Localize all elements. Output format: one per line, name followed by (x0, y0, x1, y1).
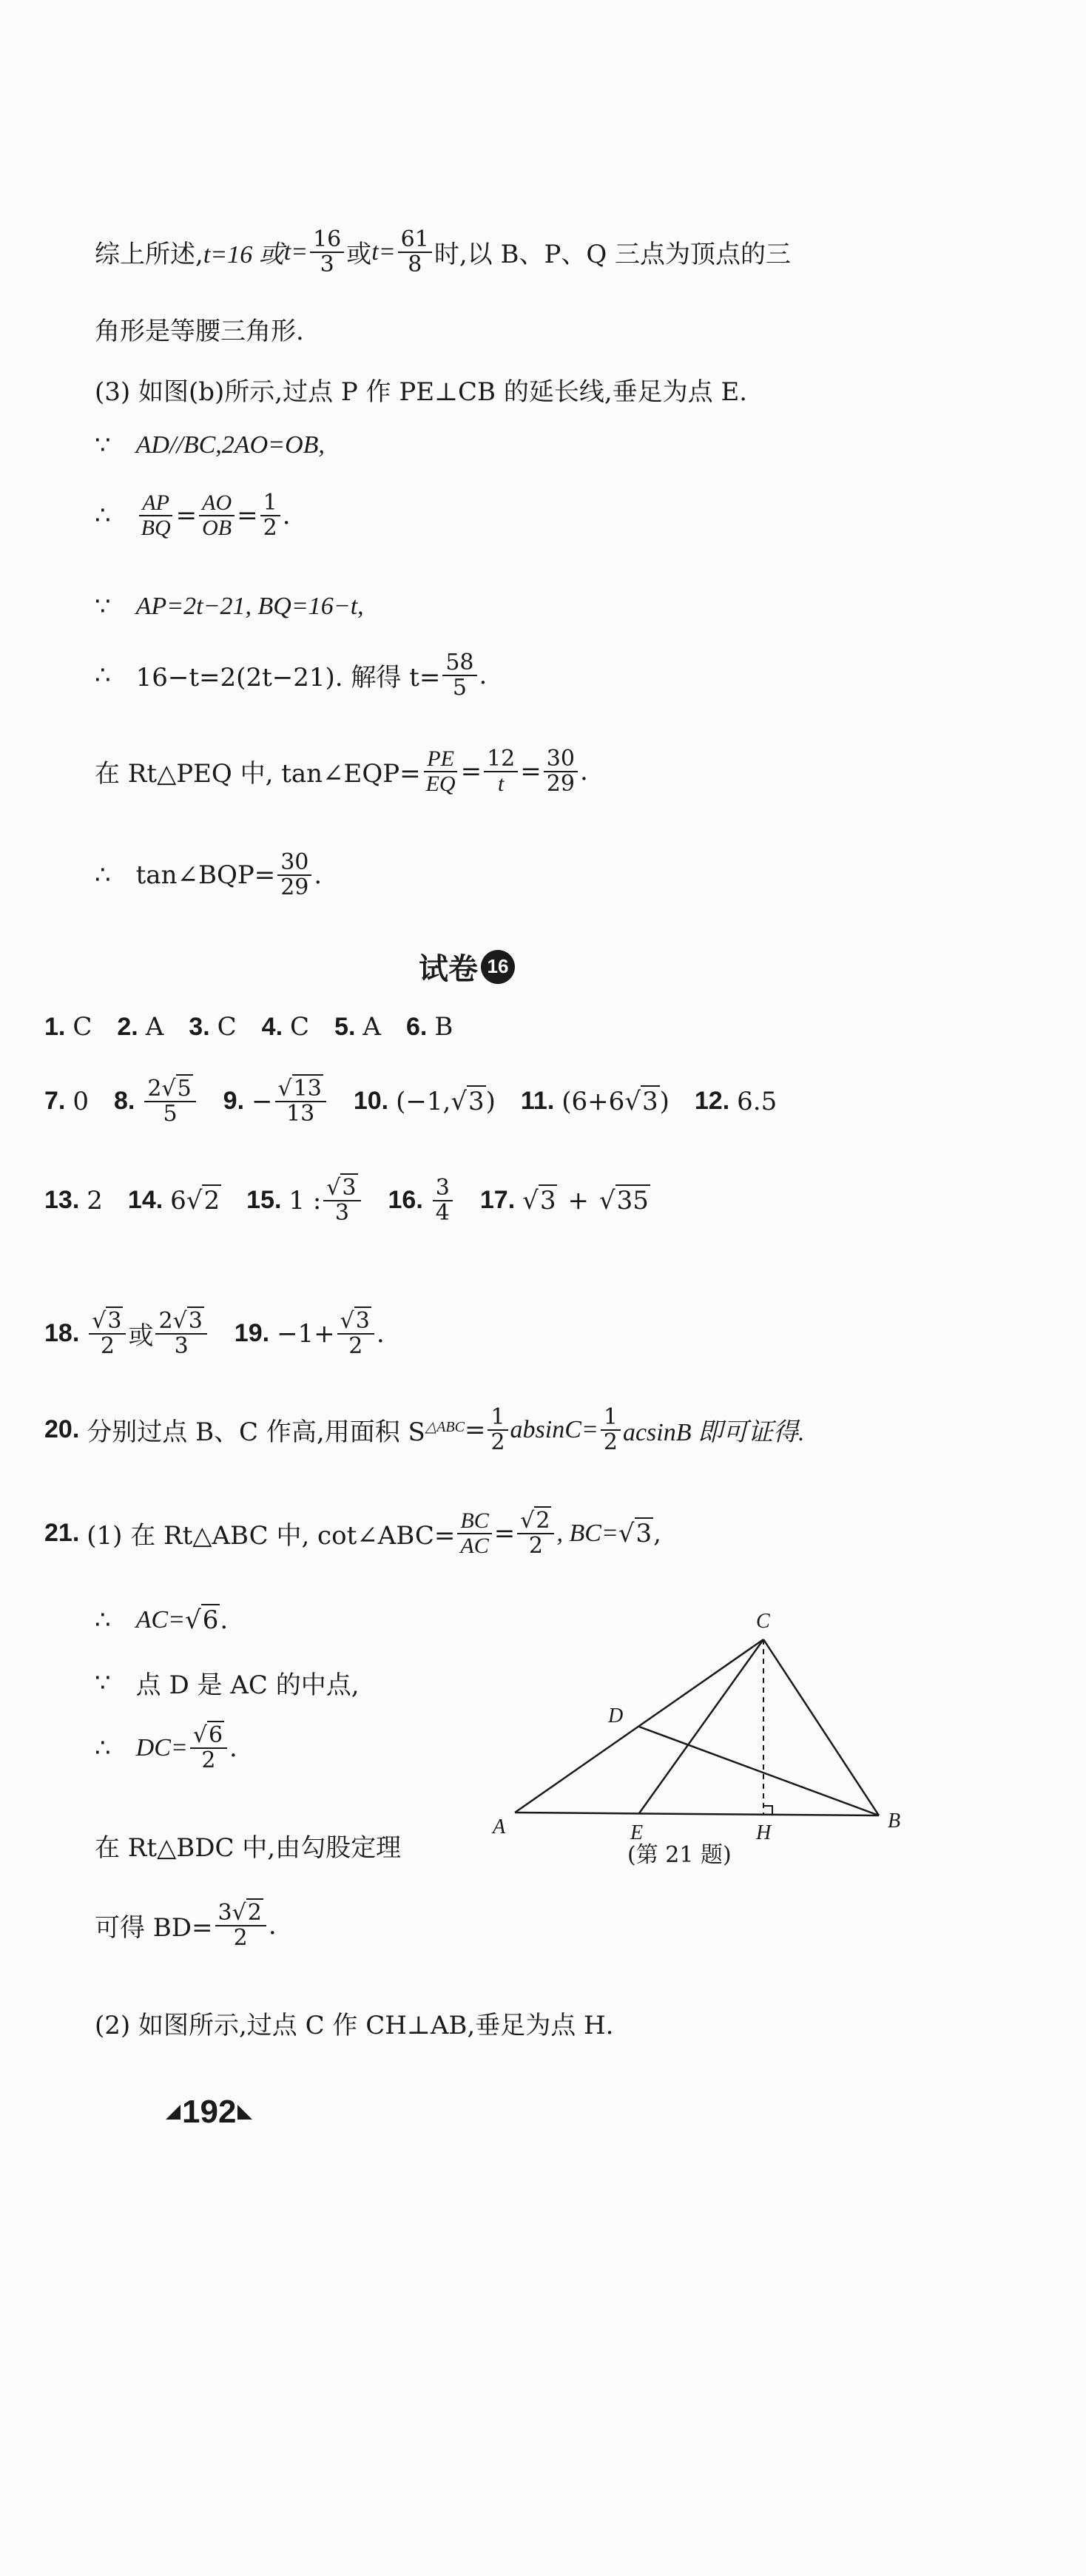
fraction: $\frac{1}{2}$ (601, 1406, 621, 1454)
fraction: $\frac{2√5}{5}$ (144, 1077, 195, 1125)
fraction: $\frac{30}{29}$ (544, 747, 578, 795)
figure-caption: (第 21 题) (627, 1842, 732, 1868)
fraction: $\frac{√2}{2}$ (517, 1509, 554, 1557)
fraction: $\frac{√3}{2}$ (337, 1309, 374, 1358)
fraction: $\frac{1}{2}$ (488, 1406, 507, 1454)
therefore-line-2: ∴ 16−t=2(2t−21). 解得 t= $\frac{58}{5}$ . (95, 650, 488, 701)
answers-row-3: 13. 2 14. 6 √2 15. 1 : $\frac{√3}{3}$ 16. $\frac{3}{4}$ 17. √3 + √35 (44, 1175, 649, 1226)
q21-line-7: (2) 如图所示,过点 C 作 CH⊥AB,垂足为点 H. (95, 2011, 614, 2040)
fraction: $\frac{16}{3}$ (310, 228, 344, 276)
because-line-1: ∵ AD//BC,2AO=OB, (95, 431, 325, 460)
q21-line-1: 21. (1) 在 Rt△ABC 中, cot∠ABC= $\frac{BC}{AC}$ = $\frac{√2}{2}$ , BC= √3 , (44, 1508, 661, 1559)
fraction: $\frac{3√2}{2}$ (215, 1901, 266, 1949)
fraction: $\frac{58}{5}$ (442, 651, 476, 699)
fraction: $\frac{BC}{AC}$ (457, 1509, 491, 1557)
segment-CE (639, 1639, 763, 1813)
therefore-line-1: ∴ $\frac{AP}{BQ}$ = $\frac{AO}{OB}$ = $\frac{1}{2}$ . (95, 490, 291, 541)
fraction: $\frac{12}{t}$ (484, 747, 518, 795)
fraction: $\frac{3}{4}$ (433, 1176, 453, 1224)
answers-row-4: 18. $\frac{√3}{2}$ 或 $\frac{2√3}{3}$ 19. −1+ $\frac{√3}{2}$ . (44, 1308, 385, 1359)
segment-AC (515, 1639, 763, 1813)
fraction: $\frac{√3}{2}$ (89, 1309, 126, 1358)
q21-line-2: ∴ AC= √6 . (95, 1605, 229, 1635)
segment-AB (515, 1813, 879, 1815)
summary-line-1: 综上所述, t=16 或 t= $\frac{16}{3}$ 或 t= $\frac{61}{8}$ 时,以 B、P、Q 三点为顶点的三 (95, 226, 792, 277)
fraction: $\frac{2√3}{3}$ (155, 1309, 206, 1358)
because-line-2: ∵ AP=2t−21, BQ=16−t, (95, 592, 364, 621)
answers-row-1: 1. C 2. A 3. C 4. C 5. A 6. B (44, 1012, 453, 1042)
label-H: H (756, 1821, 772, 1844)
q21-line-3: ∵ 点 D 是 AC 的中点, (95, 1668, 360, 1700)
right-angle-mark (763, 1806, 772, 1815)
segment-BC (763, 1639, 879, 1815)
q21-line-4: ∴ DC= $\frac{√6}{2}$ . (95, 1722, 237, 1773)
label-A: A (493, 1815, 506, 1838)
answer-20: 20. 分别过点 B、C 作高,用面积 S △ABC = $\frac{1}{2}$ absinC= $\frac{1}{2}$ acsinB 即可证得. (44, 1404, 805, 1455)
fraction: $\frac{√6}{2}$ (190, 1724, 227, 1772)
segment-BD (639, 1727, 879, 1815)
fraction: $\frac{30}{29}$ (277, 851, 311, 899)
fraction: $\frac{AP}{BQ}$ (138, 491, 174, 539)
summary-line-2: 角形是等腰三角形. (95, 317, 304, 346)
page-number: 192 (164, 2094, 254, 2131)
fraction: $\frac{√3}{3}$ (323, 1176, 360, 1224)
fraction: $\frac{61}{8}$ (398, 228, 432, 276)
label-B: B (888, 1810, 901, 1832)
fraction: $\frac{√13}{13}$ (275, 1077, 326, 1125)
triangle-right-icon (236, 2103, 254, 2121)
rt-pe-q-line: 在 Rt△PEQ 中, tan∠EQP= $\frac{PE}{EQ}$ = $\frac{12}{t}$ = $\frac{30}{29}$ . (95, 746, 588, 797)
q21-line-5: 在 Rt△BDC 中,由勾股定理 (95, 1833, 402, 1863)
q21-line-6: 可得 BD= $\frac{3√2}{2}$ . (95, 1900, 277, 1951)
label-D: D (608, 1705, 624, 1727)
fraction: $\frac{AO}{OB}$ (199, 491, 235, 539)
label-C: C (756, 1610, 770, 1633)
fraction: $\frac{PE}{EQ}$ (423, 747, 459, 795)
section-number-badge: 16 (481, 950, 515, 984)
therefore-line-3: ∴ tan∠BQP= $\frac{30}{29}$ . (95, 849, 323, 900)
triangle-left-icon (164, 2103, 182, 2121)
part-3-line: (3) 如图(b)所示,过点 P 作 PE⊥CB 的延长线,垂足为点 E. (95, 377, 748, 407)
section-title: 试卷 16 (419, 945, 515, 988)
label-E: E (630, 1821, 644, 1844)
fraction: $\frac{1}{2}$ (260, 491, 280, 539)
answers-row-2: 7. 0 8. $\frac{2√5}{5}$ 9. − $\frac{√13}{13}$ 10. (−1, √3 ) 11. (6+6 √3 ) 12. 6.5 (44, 1076, 778, 1127)
